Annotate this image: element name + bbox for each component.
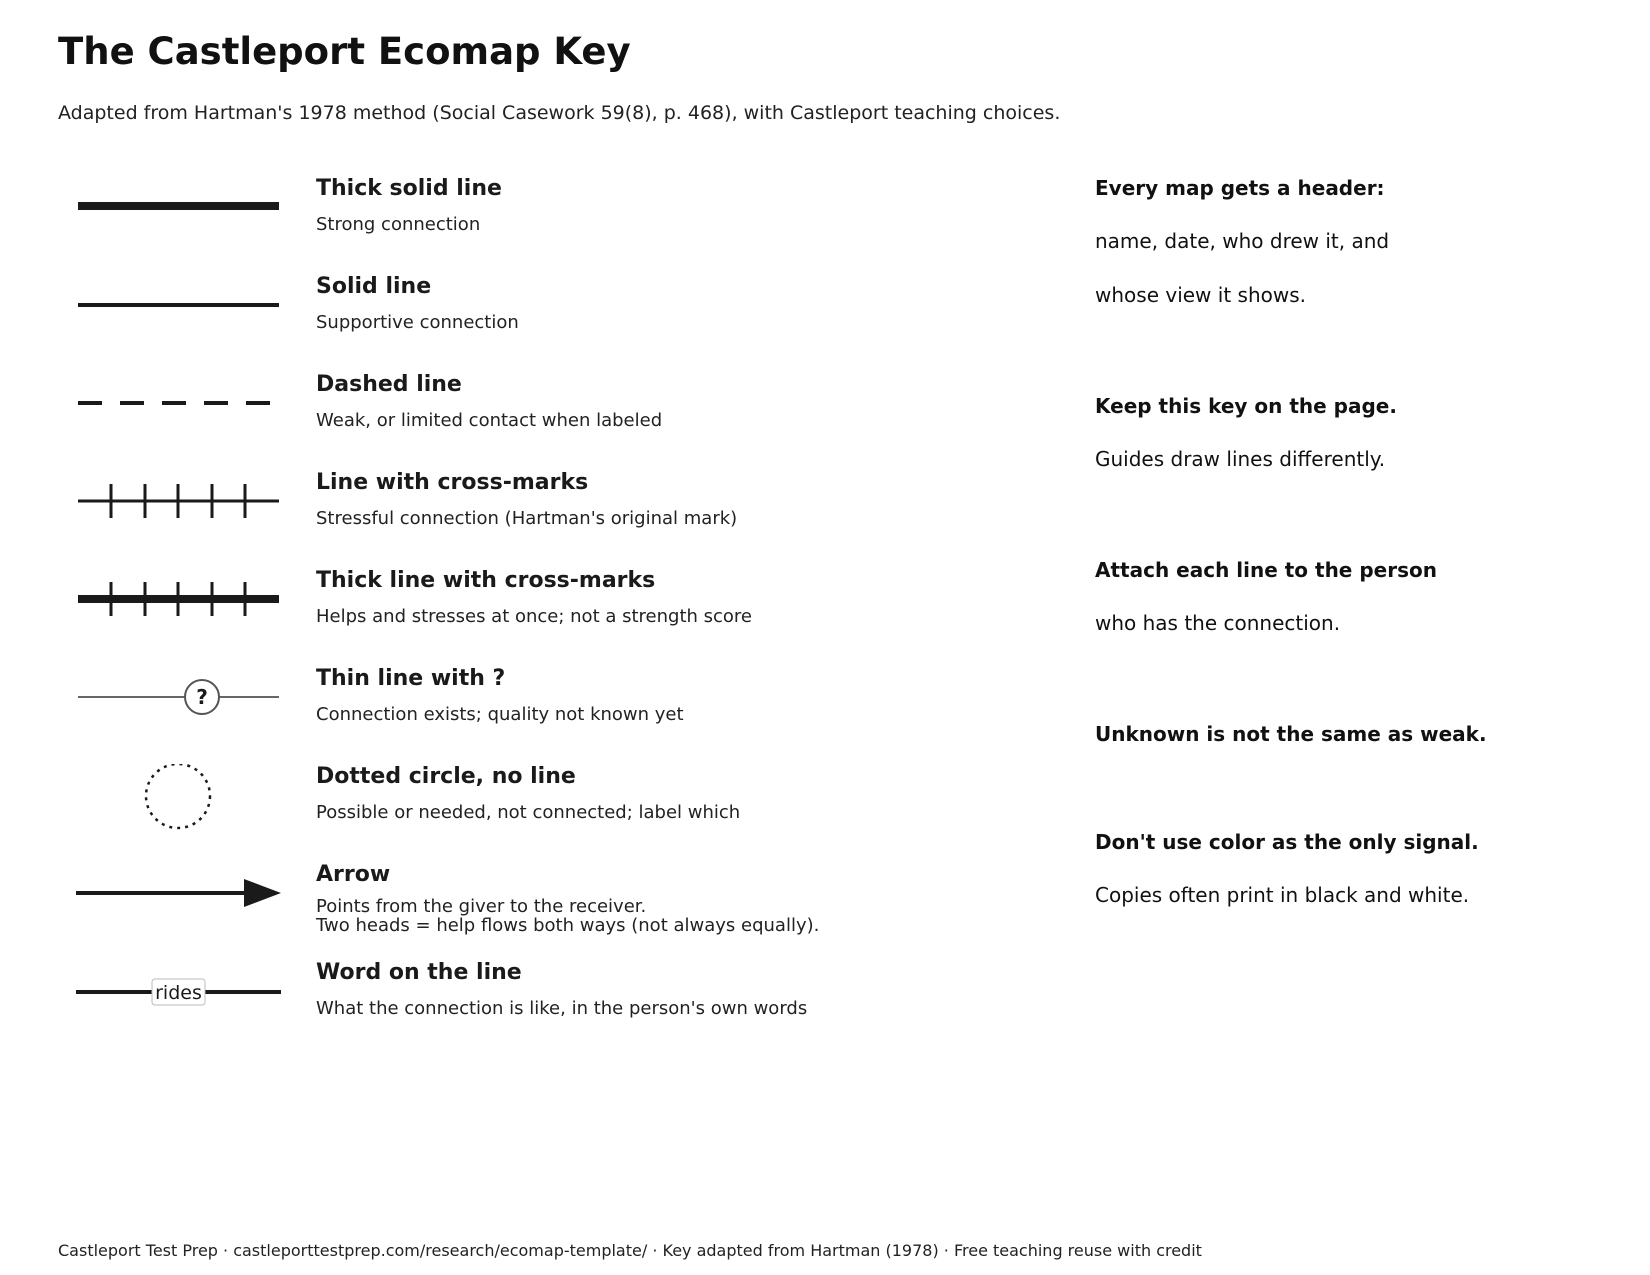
page-subtitle: Adapted from Hartman's 1978 method (Social Casework 59(8), p. 468), with Castleport teaching choices. bbox=[58, 102, 1061, 124]
legend-item-title: Arrow bbox=[316, 862, 391, 887]
note-title: Keep this key on the page. bbox=[1095, 394, 1397, 418]
legend-item-title: Line with cross-marks bbox=[316, 470, 589, 495]
legend-row-thick-cross-marks bbox=[0, 568, 1000, 658]
thick-solid-line-symbol bbox=[74, 176, 284, 266]
legend-row-thick-solid bbox=[0, 176, 1000, 266]
dotted-circle-symbol bbox=[74, 764, 284, 854]
legend-item-description: Helps and stresses at once; not a strength score bbox=[316, 606, 753, 627]
thin-line-question-symbol bbox=[74, 666, 284, 756]
note bbox=[1095, 722, 1615, 746]
note-line: who has the connection. bbox=[1095, 611, 1341, 635]
note-line: name, date, who drew it, and bbox=[1095, 229, 1390, 253]
note bbox=[1095, 176, 1615, 322]
legend-row-cross-marks bbox=[0, 470, 1000, 560]
dashed-line-symbol bbox=[74, 372, 284, 462]
legend-item-description bbox=[316, 897, 819, 935]
description-line: Two heads = help flows both ways (not always equally). bbox=[316, 915, 820, 936]
note-line: Copies often print in black and white. bbox=[1095, 883, 1470, 907]
legend-item-description: Possible or needed, not connected; label which bbox=[316, 802, 741, 823]
note-title: Unknown is not the same as weak. bbox=[1095, 722, 1487, 746]
legend-row-dotted-circle bbox=[0, 764, 1000, 854]
legend-item-description: Weak, or limited contact when labeled bbox=[316, 410, 663, 431]
cross-marked-line-symbol bbox=[74, 470, 284, 560]
note-line: Guides draw lines differently. bbox=[1095, 447, 1386, 471]
legend-item-title: Dotted circle, no line bbox=[316, 764, 576, 789]
legend-item-description: Stressful connection (Hartman's original mark) bbox=[316, 508, 738, 529]
arrow-symbol bbox=[74, 862, 284, 952]
legend-item-title: Dashed line bbox=[316, 372, 462, 397]
legend-row-solid bbox=[0, 274, 1000, 364]
legend-row-word-on-line bbox=[0, 960, 1000, 1050]
note-body bbox=[1095, 868, 1615, 922]
legend-item-description: Connection exists; quality not known yet bbox=[316, 704, 684, 725]
note-title: Every map gets a header: bbox=[1095, 176, 1385, 200]
note bbox=[1095, 394, 1615, 486]
legend-item-title: Word on the line bbox=[316, 960, 522, 985]
legend-item-description: Strong connection bbox=[316, 214, 481, 235]
legend-row-arrow bbox=[0, 862, 1000, 952]
legend-item-title: Thick solid line bbox=[316, 176, 502, 201]
legend-row-thin-question bbox=[0, 666, 1000, 756]
legend-item-description: What the connection is like, in the person's own words bbox=[316, 998, 808, 1019]
note bbox=[1095, 558, 1615, 650]
note-title: Attach each line to the person bbox=[1095, 558, 1437, 582]
note-body bbox=[1095, 432, 1615, 486]
note bbox=[1095, 830, 1615, 922]
solid-line-symbol bbox=[74, 274, 284, 364]
legend-item-description: Supportive connection bbox=[316, 312, 519, 333]
footer-credit: Castleport Test Prep · castleporttestprep.com/research/ecomap-template/ · Key adapted from Hartman (1978) · Free teaching reuse with credit bbox=[58, 1241, 1202, 1260]
question-mark-label: ? bbox=[196, 685, 208, 709]
legend-item-title: Solid line bbox=[316, 274, 432, 299]
word-label: rides bbox=[155, 982, 202, 1004]
word-on-line-symbol bbox=[74, 960, 284, 1050]
description-line: Points from the giver to the receiver. bbox=[316, 896, 647, 917]
page-title: The Castleport Ecomap Key bbox=[58, 30, 631, 73]
note-body bbox=[1095, 214, 1615, 322]
legend-row-dashed bbox=[0, 372, 1000, 462]
note-body bbox=[1095, 596, 1615, 650]
thick-cross-marked-line-symbol bbox=[74, 568, 284, 658]
note-title: Don't use color as the only signal. bbox=[1095, 830, 1479, 854]
note-line: whose view it shows. bbox=[1095, 283, 1306, 307]
legend-item-title: Thick line with cross-marks bbox=[316, 568, 656, 593]
legend-item-title: Thin line with ? bbox=[316, 666, 506, 691]
